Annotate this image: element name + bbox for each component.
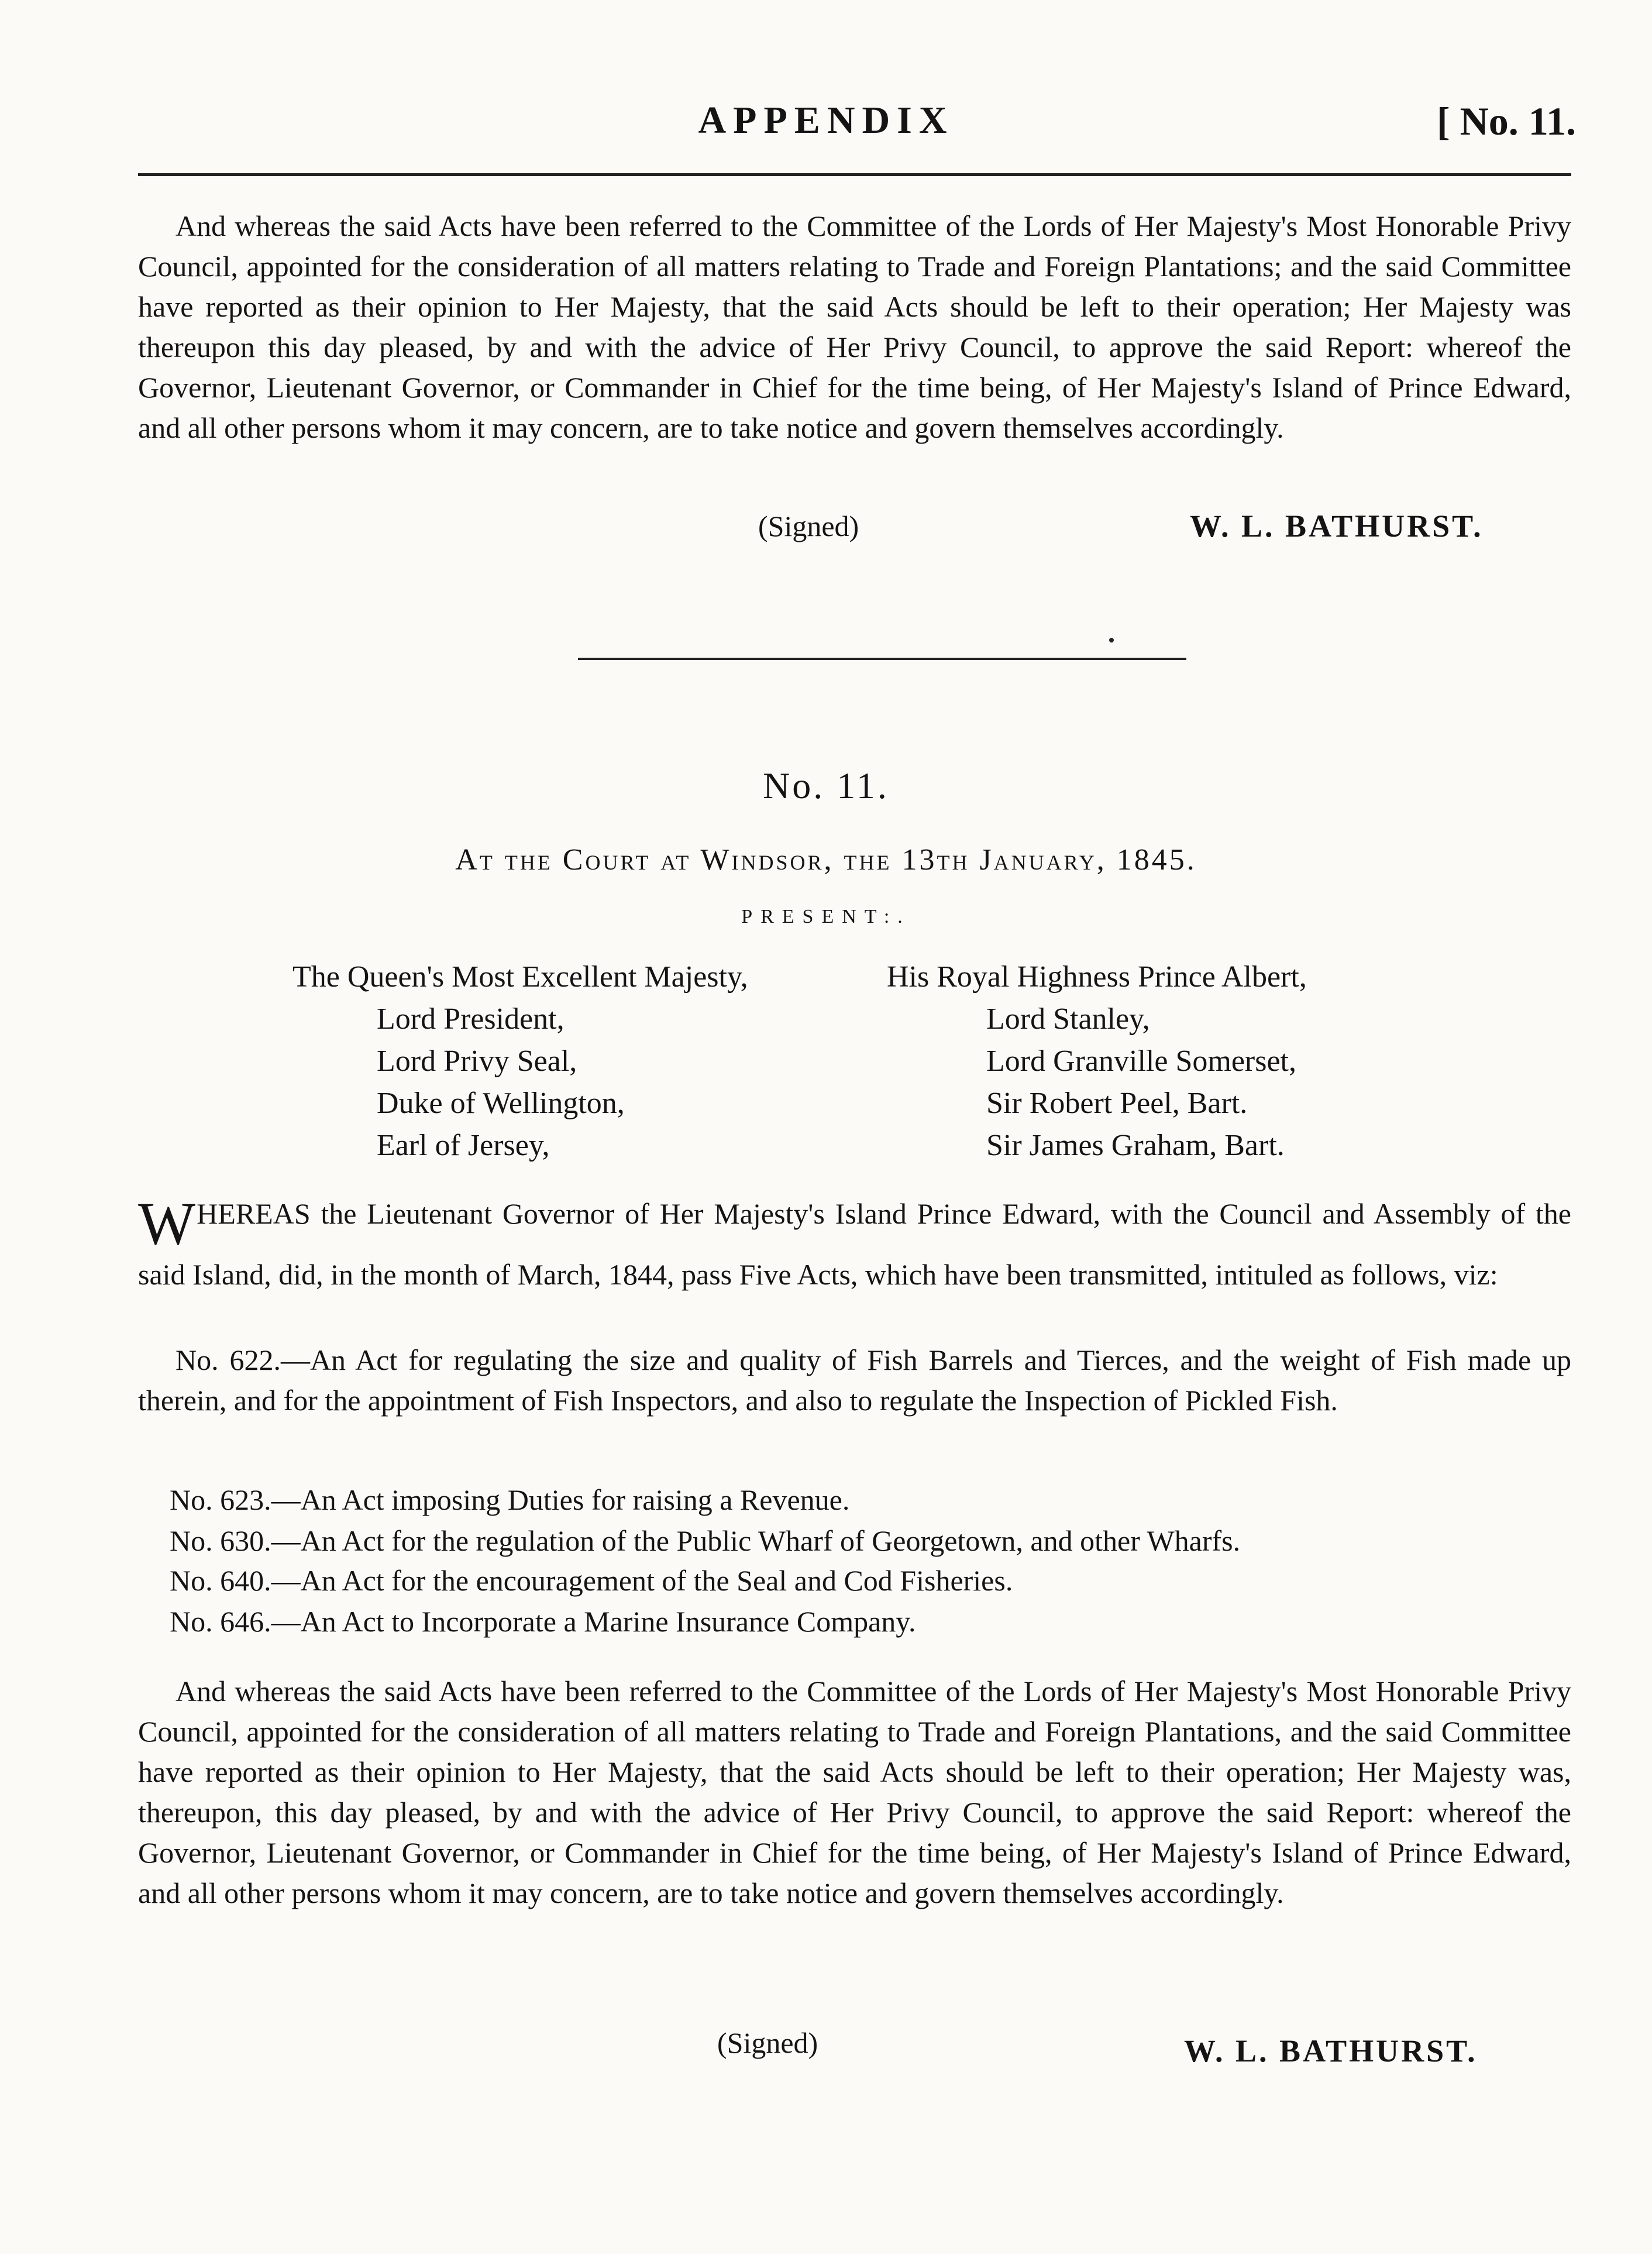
present-right-column: [887, 956, 1307, 1167]
closing-paragraph: And whereas the said Acts have been referred to the Committee of the Lords of Her Majesty's Most Honorable Privy Council, appointed for the consideration of all matters relating to Trade and Foreign Plantations, and the said Committee have reported as their opinion to Her Majesty, that the said Acts should be left to their operation; Her Majesty was, thereupon, this day pleased, by and with the advice of Her Privy Council, to approve the said Report: whereof the Governor, Lieutenant Governor, or Commander in Chief for the time being, of Her Majesty's Island of Prince Edward, and all other persons whom it may concern, are to take notice and govern themselves accordingly.: [138, 1675, 1571, 1909]
act-item: No. 623.—An Act imposing Duties for raising a Revenue.: [170, 1483, 850, 1516]
present-left-member: Earl of Jersey,: [377, 1129, 550, 1162]
first-paragraph: And whereas the said Acts have been referred to the Committee of the Lords of Her Majesty's Most Honorable Privy Council, appointed for the consideration of all matters relating to Trade and Foreign Plantations; and the said Committee have reported as their opinion to Her Majesty, that the said Acts should be left to their operation; Her Majesty was thereupon this day pleased, by and with the advice of Her Privy Council, to approve the said Report: whereof the Governor, Lieutenant Governor, or Commander in Chief for the time being, of Her Majesty's Island of Prince Edward, and all other persons whom it may concern, are to take notice and govern themselves accordingly.: [138, 209, 1571, 444]
drop-cap: W: [138, 1190, 196, 1257]
present-left-member: Duke of Wellington,: [377, 1087, 625, 1120]
whereas-paragraph: [138, 1190, 1571, 1295]
present-right-member: Lord Stanley,: [986, 1002, 1150, 1036]
present-label: PRESENT:.: [741, 906, 911, 927]
present-left-member: Lord Privy Seal,: [377, 1044, 577, 1078]
whereas-text: HEREAS the Lieutenant Governor of Her Majesty's Island Prince Edward, with the Council and Assembly of the said Island, did, in the month of March, 1844, pass Five Acts, which have been transmitted, intituled as follows, viz:: [138, 1197, 1571, 1291]
act-item: No. 640.—An Act for the encouragement of the Seal and Cod Fisheries.: [170, 1564, 1013, 1597]
court-line: At the Court at Windsor, the 13th January, 1845.: [455, 843, 1197, 877]
header-rule: [138, 173, 1571, 176]
second-signed-label: (Signed): [717, 2026, 818, 2059]
act-item: No. 622.—An Act for regulating the size and quality of Fish Barrels and Tierces, and the weight of Fish made up therein, and for the appointment of Fish Inspectors, and also to regulate the Inspection of Pickled Fish.: [138, 1344, 1571, 1417]
act-item: No. 646.—An Act to Incorporate a Marine Insurance Company.: [170, 1605, 916, 1638]
present-right-member: Sir James Graham, Bart.: [986, 1129, 1285, 1162]
present-left-column: [292, 956, 748, 1167]
present-right-lead: His Royal Highness Prince Albert,: [887, 960, 1307, 994]
page-header-title: APPENDIX: [698, 99, 954, 142]
section-divider: [578, 658, 1186, 660]
divider-dot: [1109, 638, 1114, 642]
section-title: No. 11.: [763, 765, 889, 806]
page-header-number: [ No. 11.: [1437, 99, 1576, 143]
first-signed-label: (Signed): [758, 510, 859, 542]
present-left-lead: The Queen's Most Excellent Majesty,: [292, 960, 748, 994]
present-right-member: Sir Robert Peel, Bart.: [986, 1087, 1248, 1120]
present-left-member: Lord President,: [377, 1002, 565, 1036]
present-right-member: Lord Granville Somerset,: [986, 1044, 1296, 1078]
second-signatory: W. L. BATHURST.: [1184, 2033, 1478, 2069]
act-item: No. 630.—An Act for the regulation of the Public Wharf of Georgetown, and other Wharfs.: [170, 1524, 1241, 1557]
first-signatory: W. L. BATHURST.: [1190, 508, 1484, 544]
